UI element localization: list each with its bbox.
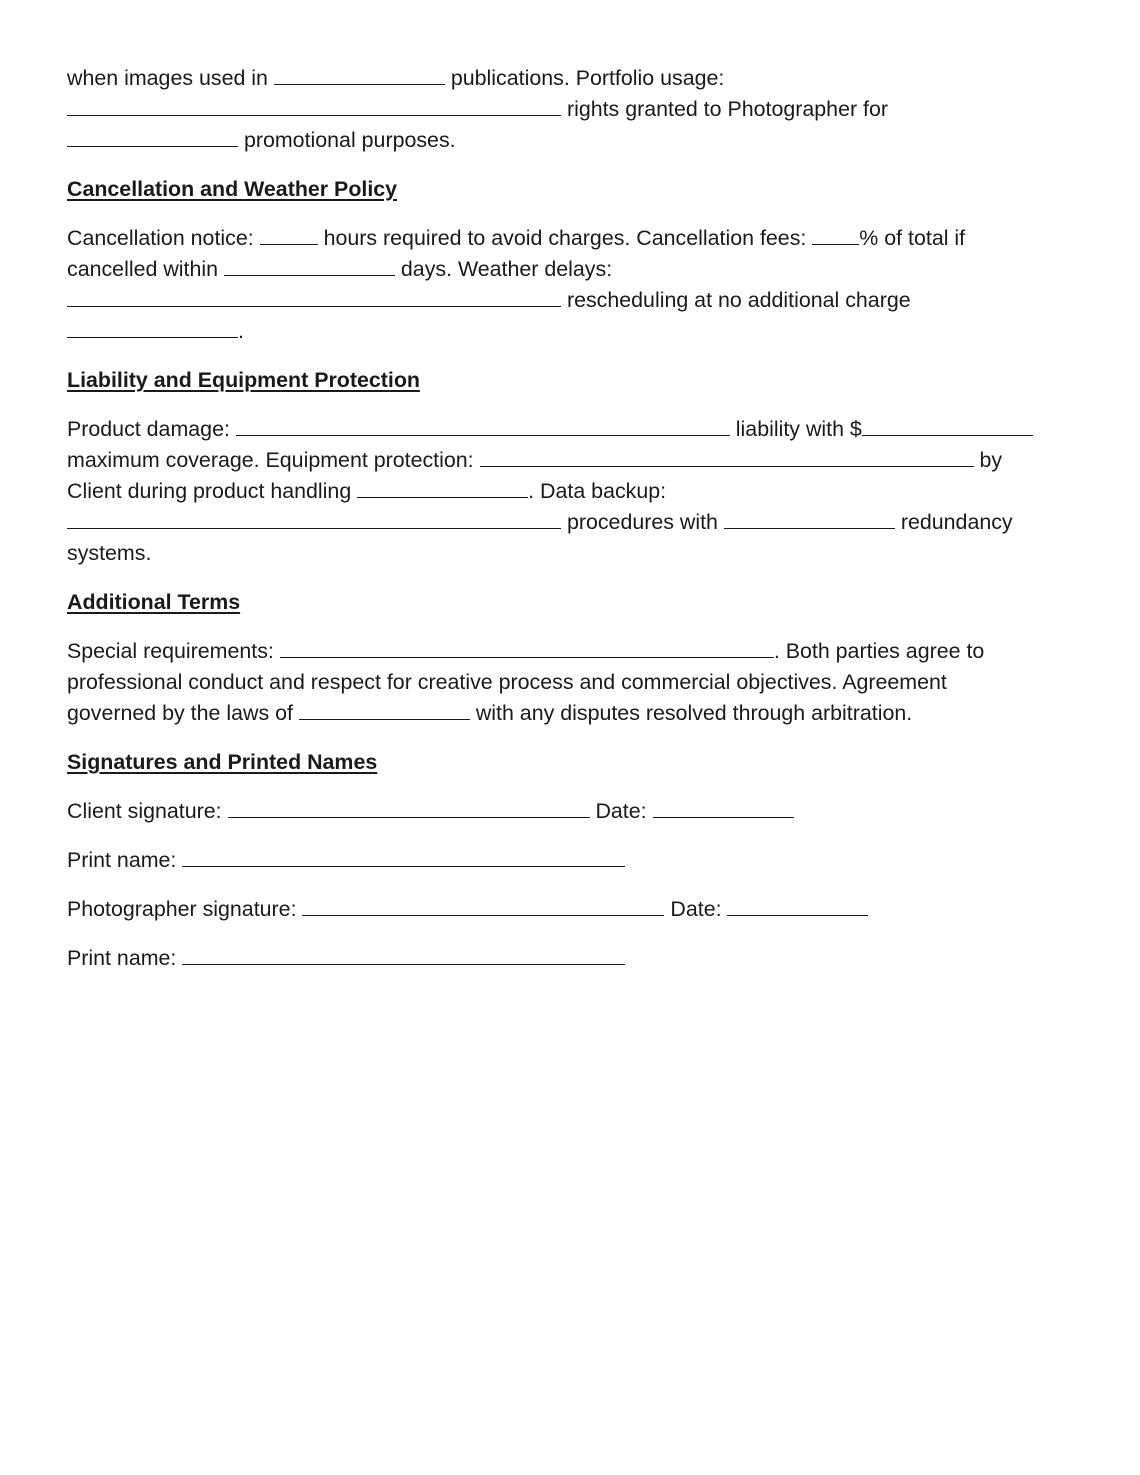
notice-hours-blank[interactable] — [260, 225, 318, 245]
additional-text: with any disputes resolved through arbitration. — [469, 701, 913, 725]
photographer-signature-line — [67, 894, 1067, 925]
cancellation-line-3 — [67, 285, 1067, 316]
client-print-name-line — [67, 845, 1067, 876]
liability-text: redundancy — [894, 510, 1013, 534]
cancellation-text: Cancellation notice: — [67, 226, 260, 250]
section-heading-cancellation: Cancellation and Weather Policy — [67, 177, 398, 201]
cancellation-text: % of total if — [859, 226, 966, 250]
client-signature-label: Client signature: — [67, 799, 228, 823]
liability-text: Product damage: — [67, 417, 236, 441]
liability-text: procedures with — [561, 510, 724, 534]
rescheduling-blank[interactable] — [67, 318, 238, 338]
coverage-amount-blank[interactable] — [862, 416, 1033, 436]
photographer-date-blank[interactable] — [727, 896, 868, 916]
product-handling-blank[interactable] — [357, 478, 528, 498]
cancellation-text: rescheduling at no additional charge — [561, 288, 911, 312]
photographer-date-label: Date: — [664, 897, 728, 921]
fee-percent-blank[interactable] — [812, 225, 859, 245]
usage-line-1 — [67, 63, 1067, 94]
redundancy-blank[interactable] — [724, 509, 895, 529]
promotional-blank[interactable] — [67, 127, 238, 147]
photographer-print-name-line — [67, 943, 1067, 974]
usage-text: when images used in — [67, 66, 274, 90]
equipment-protection-blank[interactable] — [480, 447, 974, 467]
cancellation-text: . — [238, 319, 244, 343]
liability-paragraph — [67, 414, 1067, 569]
usage-text: rights granted to Photographer for — [561, 97, 889, 121]
liability-text: Client during product handling — [67, 479, 358, 503]
liability-line-5: systems. — [67, 541, 152, 565]
additional-line-2: professional conduct and respect for creative process and commercial objectives. Agreement — [67, 670, 947, 694]
special-requirements-blank[interactable] — [280, 638, 774, 658]
client-date-label: Date: — [589, 799, 653, 823]
section-heading-signatures: Signatures and Printed Names — [67, 750, 378, 774]
publications-blank[interactable] — [274, 65, 445, 85]
photographer-signature-label: Photographer signature: — [67, 897, 303, 921]
additional-text: Special requirements: — [67, 639, 280, 663]
usage-text: promotional purposes. — [238, 128, 456, 152]
liability-text: maximum coverage. Equipment protection: — [67, 448, 480, 472]
cancellation-line-2 — [67, 254, 1067, 285]
usage-line-3 — [67, 125, 1067, 156]
additional-text: . Both parties agree to — [773, 639, 985, 663]
cancellation-paragraph — [67, 223, 1067, 347]
client-print-name-label: Print name: — [67, 848, 183, 872]
governing-law-blank[interactable] — [299, 700, 470, 720]
liability-text: by — [973, 448, 1003, 472]
liability-line-4 — [67, 507, 1067, 538]
usage-paragraph — [67, 63, 1067, 156]
weather-delays-blank[interactable] — [67, 287, 561, 307]
photographer-print-name-blank[interactable] — [182, 945, 625, 965]
liability-text: . Data backup: — [528, 479, 667, 503]
photographer-print-name-label: Print name: — [67, 946, 183, 970]
section-heading-additional: Additional Terms — [67, 590, 241, 614]
client-print-name-blank[interactable] — [182, 847, 625, 867]
client-signature-line — [67, 796, 1067, 827]
cancellation-text: days. Weather delays: — [394, 257, 613, 281]
photographer-signature-blank[interactable] — [302, 896, 664, 916]
additional-line-3 — [67, 698, 1067, 729]
cancel-days-blank[interactable] — [224, 256, 395, 276]
client-date-blank[interactable] — [653, 798, 794, 818]
liability-line-2 — [67, 445, 1067, 476]
liability-text: liability with $ — [729, 417, 862, 441]
section-heading-liability: Liability and Equipment Protection — [67, 368, 420, 392]
cancellation-text: hours required to avoid charges. Cancellation fees: — [317, 226, 813, 250]
client-signature-blank[interactable] — [228, 798, 590, 818]
liability-line-3 — [67, 476, 1067, 507]
additional-paragraph — [67, 636, 1067, 729]
additional-text: governed by the laws of — [67, 701, 299, 725]
cancellation-line-1 — [67, 223, 1067, 254]
portfolio-usage-blank[interactable] — [67, 96, 561, 116]
usage-text: publications. Portfolio usage: — [444, 66, 725, 90]
usage-line-2 — [67, 94, 1067, 125]
product-damage-blank[interactable] — [236, 416, 730, 436]
liability-line-1 — [67, 414, 1067, 445]
additional-line-1 — [67, 636, 1067, 667]
cancellation-text: cancelled within — [67, 257, 224, 281]
data-backup-blank[interactable] — [67, 509, 561, 529]
document-page — [67, 63, 1067, 992]
cancellation-line-4 — [67, 316, 1067, 347]
